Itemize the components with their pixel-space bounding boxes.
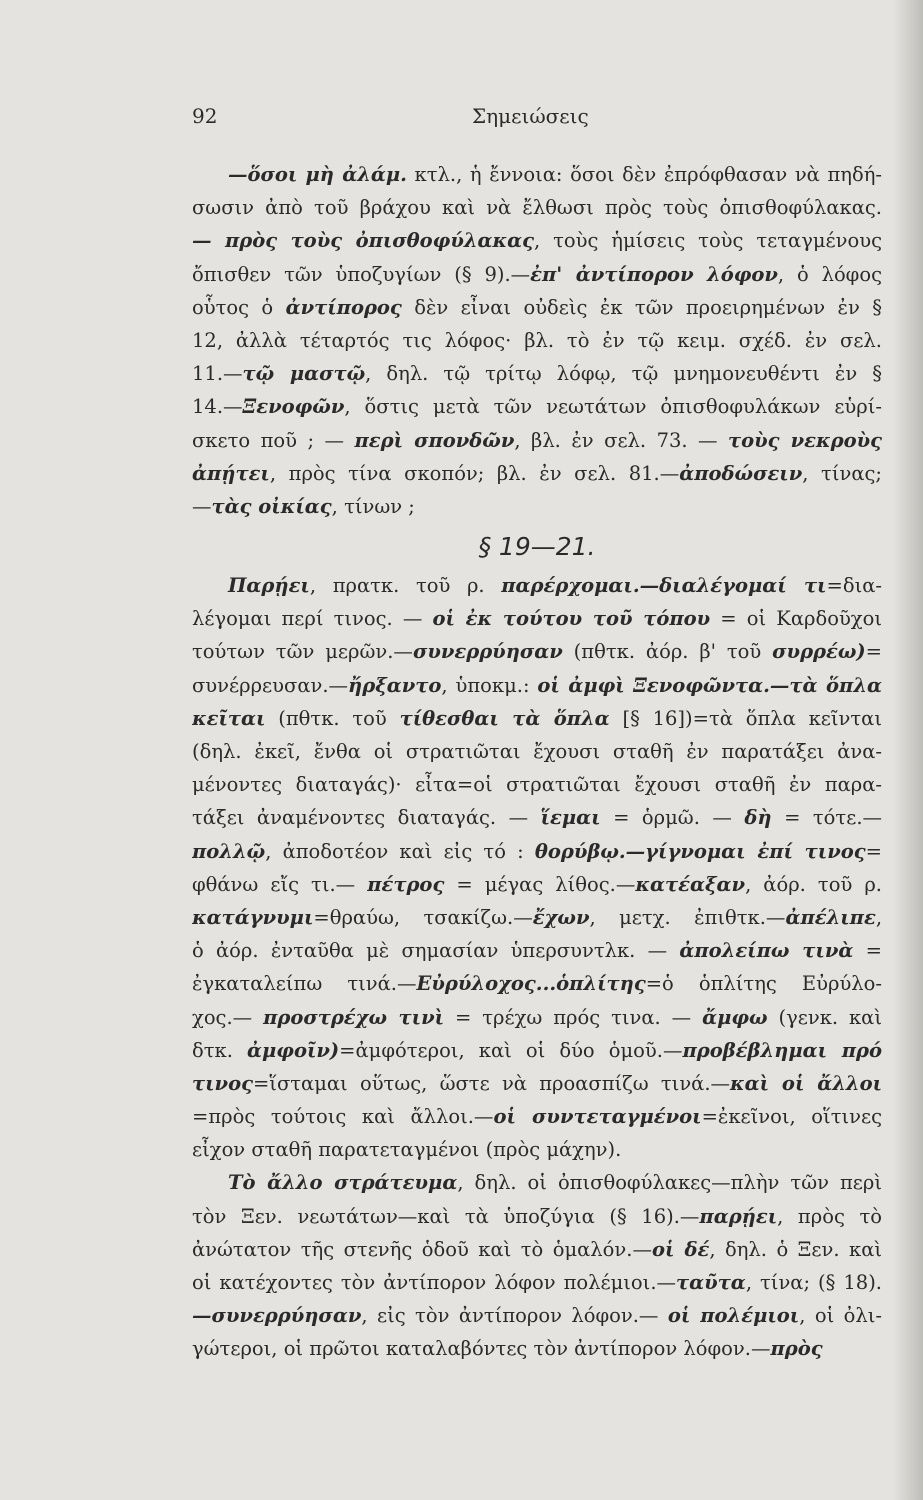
lemma: —συνερρύησαν: [192, 1304, 362, 1328]
gloss-text: μένοντες διαταγάς)· εἶτα=οἱ στρατιῶται ἔχουσι σταθῆ ἐν παρα-: [192, 773, 882, 797]
lemma: συνερρύησαν: [412, 640, 563, 664]
gloss-text: ὁ ἀόρ. ἐνταῦθα μὲ σημασίαν ὑπερσυντλκ. —: [192, 939, 680, 963]
gloss-text: , βλ. ἐν σελ. 73. —: [514, 428, 729, 452]
gloss-text: = τότε.—: [771, 806, 882, 830]
gloss-text: =δια-: [826, 574, 882, 598]
text-line: [192, 490, 882, 523]
gloss-text: =ἀμφότεροι, καὶ οἱ δύο ὁμοῦ.—: [339, 1038, 683, 1062]
lemma: τὰς οἰκίας: [211, 494, 332, 518]
gloss-text: συνέρρευσαν.—: [192, 673, 349, 697]
lemma: ἀντίπορος: [285, 295, 402, 319]
gloss-text: , ἀόρ. τοῦ ρ.: [745, 872, 882, 896]
lemma: καὶ οἱ ἄλλοι: [730, 1071, 882, 1095]
gloss-text: = οἱ Καρδοῦχοι: [710, 607, 882, 631]
lemma: οἱ δέ: [651, 1237, 710, 1261]
lemma: οἱ ἐκ τούτου τοῦ τόπου: [432, 607, 711, 631]
text-line: [192, 424, 882, 457]
text-line: [192, 901, 882, 934]
running-head: [192, 104, 882, 130]
text-line: [192, 1133, 882, 1166]
gloss-text: τούτων τῶν μερῶν.—: [192, 640, 413, 664]
text-line: [192, 291, 882, 324]
lemma: κατέαξαν: [635, 872, 746, 896]
page-number: 92: [192, 104, 218, 128]
gloss-text: , ὁ λόφος: [777, 262, 882, 286]
lemma: οἱ ἀμφὶ Ξενοφῶντα.—τὰ ὅπλα: [537, 673, 882, 697]
gloss-text: =: [865, 839, 882, 863]
gloss-text: χος.—: [192, 1005, 264, 1029]
gloss-text: , τίνα; (§ 18).: [745, 1271, 882, 1294]
text-line: [192, 158, 882, 191]
text-line: [192, 1299, 882, 1332]
lemma: Ξενοφῶν: [242, 395, 345, 419]
lemma: Παρῄει: [228, 574, 310, 598]
text-line: [192, 324, 882, 357]
lemma: παρέρχομαι.—διαλέγομαί τι: [501, 574, 827, 598]
gloss-text: κτλ., ἡ ἔννοια: ὅσοι δὲν ἐπρόφθασαν νὰ πηδή-: [406, 163, 882, 186]
text-line: [192, 1332, 882, 1365]
lemma: —ὅσοι μὴ ἀλάμ.: [228, 163, 407, 186]
text-line: [192, 669, 882, 702]
paragraph-2: [192, 569, 882, 1166]
gloss-text: , ὅστις μετὰ τῶν νεωτάτων ὀπισθοφυλάκων εὑρί-: [344, 395, 882, 419]
gloss-text: ἐγκαταλείπω τινά.—: [192, 972, 417, 996]
text-line: [192, 1166, 882, 1199]
gloss-text: (πθτκ. ἀόρ. β' τοῦ: [562, 640, 773, 664]
section-heading: § 19—21.: [478, 532, 596, 562]
gloss-text: , εἰς τὸν ἀντίπορον λόφον.—: [361, 1304, 668, 1328]
text-line: [192, 635, 882, 668]
gloss-text: (γενκ. καὶ: [767, 1005, 882, 1029]
gloss-text: ὄπισθεν τῶν ὑποζυγίων (§ 9).—: [192, 262, 531, 286]
gloss-text: , τοὺς ἡμίσεις τοὺς τεταγμένους: [534, 229, 882, 253]
text-line: [192, 1266, 882, 1299]
text-line: [192, 1034, 882, 1067]
lemma: — πρὸς τοὺς ὀπισθοφύλακας: [192, 229, 535, 253]
text-line: [192, 702, 882, 735]
lemma: ἀπῄτει: [192, 461, 270, 485]
gloss-text: [§ 16])=τὰ ὅπλα κεῖνται: [609, 706, 882, 730]
text-line: [192, 735, 882, 768]
gloss-text: 11.—: [192, 362, 243, 386]
lemma: τινος: [192, 1071, 253, 1095]
gloss-text: , δηλ. ὁ Ξεν. καὶ: [709, 1237, 882, 1261]
lemma: πολλῷ: [192, 839, 266, 863]
lemma: τῷ μαστῷ: [242, 362, 366, 386]
gloss-text: , ὑποκμ.:: [441, 673, 538, 697]
gloss-text: = ὁρμῶ. —: [600, 806, 745, 830]
gloss-text: , ἀποδοτέον καὶ εἰς τό :: [265, 839, 535, 863]
text-line: [192, 768, 882, 801]
paragraph-1: [192, 158, 882, 523]
lemma: συρρέω): [772, 640, 866, 664]
gloss-text: , πρατκ. τοῦ ρ.: [309, 574, 502, 598]
gloss-text: (πθτκ. τοῦ: [265, 706, 400, 730]
lemma: ἐπ' ἀντίπορον λόφον: [530, 262, 778, 286]
gloss-text: , δηλ. τῷ τρίτῳ λόφῳ, τῷ μνημονευθέντι ἐν §: [365, 362, 882, 386]
gloss-text: , τίνας;: [802, 461, 882, 485]
gloss-text: οὗτος ὁ: [192, 295, 286, 319]
gloss-text: =πρὸς τούτοις καὶ ἄλλοι.—: [192, 1105, 494, 1129]
lemma: προστρέχω τινὶ: [263, 1005, 445, 1029]
gloss-text: , πρὸς τὸ: [777, 1204, 882, 1228]
gloss-text: , πρὸς τίνα σκοπόν; βλ. ἐν σελ. 81.—: [269, 461, 680, 485]
lemma: ἀπολείπω τινὰ: [679, 939, 854, 963]
gloss-text: = μέγας λίθος.—: [444, 872, 636, 896]
gloss-text: δτκ.: [192, 1038, 248, 1062]
text-line: [192, 934, 882, 967]
text-line: [192, 1200, 882, 1233]
lemma: πρὸς: [770, 1337, 823, 1361]
gloss-text: —: [192, 494, 212, 518]
text-line: [192, 835, 882, 868]
lemma: ἀμφοῖν): [247, 1038, 340, 1062]
text-line: [192, 868, 882, 901]
notes-text: [192, 158, 882, 1366]
gloss-text: ἀνώτατον τῆς στενῆς ὁδοῦ καὶ τὸ ὁμαλόν.—: [192, 1237, 652, 1261]
paragraph-3: [192, 1166, 882, 1365]
gloss-text: 12, ἀλλὰ τέταρτός τις λόφος· βλ. τὸ ἐν τῷ κειμ. σχέδ. ἐν σελ.: [192, 328, 882, 352]
lemma: δὴ: [744, 806, 772, 830]
text-line: [192, 602, 882, 635]
text-line: [192, 1233, 882, 1266]
text-line: [192, 1067, 882, 1100]
gloss-text: =: [865, 640, 882, 664]
lemma: τοὺς νεκροὺς: [728, 428, 882, 452]
text-line: [192, 390, 882, 423]
gloss-text: τάξει ἀναμένοντες διαταγάς. —: [192, 806, 541, 830]
text-line: [192, 191, 882, 224]
gloss-text: =ἵσταμαι οὕτως, ὥστε νὰ προασπίζω τινά.—: [252, 1071, 731, 1095]
gloss-text: =ἐκεῖνοι, οἵτινες: [701, 1105, 882, 1129]
lemma: θορύβῳ.—γίγνομαι ἐπί τινος: [534, 839, 866, 863]
gloss-text: =θραύω, τσακίζω.—: [313, 905, 533, 929]
gloss-text: λέγομαι περί τινος. —: [192, 607, 433, 631]
text-line: [192, 801, 882, 834]
gloss-text: = τρέχω πρός τινα. —: [444, 1005, 703, 1029]
text-line: [192, 457, 882, 490]
lemma: κατάγνυμι: [192, 905, 314, 929]
gloss-text: , μετχ. ἐπιθτκ.—: [589, 905, 786, 929]
gloss-text: , οἱ ὀλι-: [799, 1304, 882, 1328]
lemma: Τὸ ἄλλο στράτευμα: [228, 1171, 458, 1195]
lemma: ταῦτα: [676, 1271, 746, 1294]
gloss-text: , δηλ. οἱ ὀπισθοφύλακες—πλὴν τῶν περὶ: [457, 1171, 882, 1195]
lemma: ἵεμαι: [540, 806, 601, 830]
lemma: ἀποδώσειν: [679, 461, 803, 485]
lemma: Εὐρύλοχος...ὁπλίτης: [416, 972, 646, 996]
gloss-text: (δηλ. ἐκεῖ, ἔνθα οἱ στρατιῶται ἔχουσι σταθῆ ἐν παρατάξει ἀνα-: [192, 740, 882, 763]
text-line: [192, 357, 882, 390]
lemma: ἤρξαντο: [348, 673, 442, 697]
gloss-text: =ὁ ὁπλίτης Εὐρύλο-: [645, 972, 882, 996]
gloss-text: φθάνω εἴς τι.—: [192, 872, 368, 896]
gloss-text: εἶχον σταθῆ παρατεταγμένοι (πρὸς μάχην).: [192, 1138, 622, 1162]
lemma: τίθεσθαι τὰ ὅπλα: [399, 706, 610, 730]
gloss-text: , τίνων ;: [331, 494, 415, 518]
gloss-text: σωσιν ἀπὸ τοῦ βράχου καὶ νὰ ἔλθωσι πρὸς τοὺς ὀπισθοφύλακας.: [192, 196, 882, 220]
lemma: ἔχων: [532, 905, 590, 929]
gloss-text: οἱ κατέχοντες τὸν ἀντίπορον λόφον πολέμιοι.—: [192, 1271, 677, 1294]
gloss-text: =: [853, 939, 882, 963]
lemma: κεῖται: [192, 706, 266, 730]
text-line: [192, 1001, 882, 1034]
lemma: περὶ σπονδῶν: [354, 428, 515, 452]
lemma: πέτρος: [367, 872, 445, 896]
gloss-text: 14.—: [192, 395, 243, 419]
gloss-text: σκετο ποῦ ; —: [192, 428, 355, 452]
header-title: Σημειώσεις: [472, 104, 589, 128]
gloss-text: τὸν Ξεν. νεωτάτων—καὶ τὰ ὑποζύγια (§ 16).—: [192, 1204, 700, 1228]
gloss-text: ,: [875, 905, 882, 929]
lemma: προβέβλημαι πρό: [682, 1038, 882, 1062]
gloss-text: γώτεροι, οἱ πρῶτοι καταλαβόντες τὸν ἀντίπορον λόφον.—: [192, 1337, 771, 1361]
gloss-text: δὲν εἶναι οὐδεὶς ἐκ τῶν προειρημένων ἐν §: [401, 295, 882, 319]
text-line: [192, 569, 882, 602]
text-line: [192, 224, 882, 257]
lemma: παρῄει: [699, 1204, 778, 1228]
lemma: ἄμφω: [702, 1005, 768, 1029]
text-line: [192, 1100, 882, 1133]
lemma: ἀπέλιπε: [785, 905, 876, 929]
lemma: οἱ πολέμιοι: [667, 1304, 800, 1328]
text-line: [192, 258, 882, 291]
lemma: οἱ συντεταγμένοι: [493, 1105, 702, 1129]
text-line: [192, 967, 882, 1000]
